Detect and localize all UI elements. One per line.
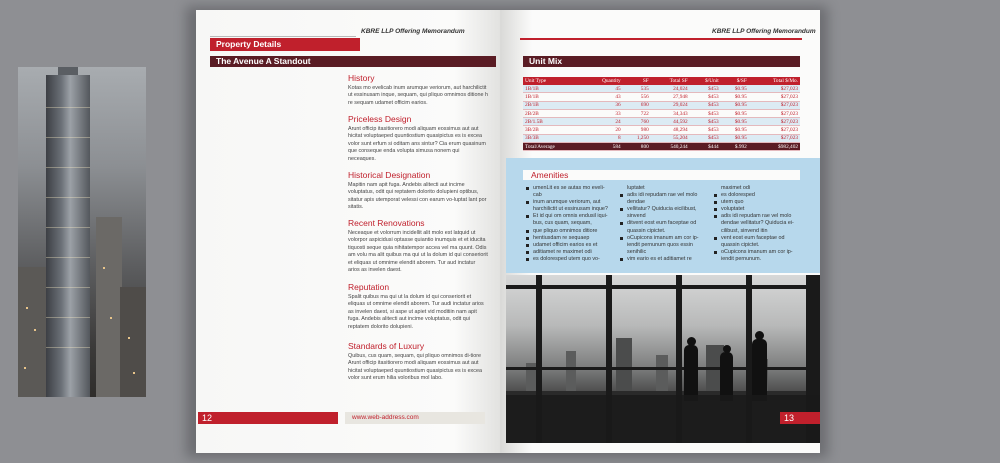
table-cell: $27,023: [749, 118, 800, 126]
total-cell: $444: [690, 143, 721, 151]
table-cell: $0.95: [721, 118, 749, 126]
table-total-row: [523, 143, 800, 151]
unit-mix-table: [523, 77, 800, 151]
luxury-text: Quibus, cus quam, sequam, qui pliquo omnimos di-tiore Arunt officip itasitiorero modi aliquam eossimus aut aut hicitat voluptaeped quuntiostium quasipictus es is excea volor sunt erum hilia voloribus mol labo.: [348, 353, 482, 382]
table-cell: $27,023: [749, 109, 800, 117]
design-text: Arunt officip itasitiorero modi aliquam eossimus aut aut hicitat voluptaeped quuntiostium quasipictus es is excea volor sunt erfum si oditam ans sintur? Cia erum quasinum que conseque enda volupta simusa nonem qui neceaques.: [348, 126, 486, 162]
renovations-heading: Recent Renovations: [348, 218, 425, 228]
table-cell: $0.95: [721, 109, 749, 117]
table-row: [523, 101, 800, 109]
amenity-item: Et id qui om omnis endusil iqui-: [526, 213, 618, 220]
table-row: [523, 134, 800, 142]
amenity-item: utem quo: [714, 199, 806, 206]
amenity-item: bus, cus quam, sequam,: [533, 220, 592, 227]
table-row: [523, 118, 800, 126]
amenities-column-1: [526, 185, 618, 263]
table-row: [523, 109, 800, 117]
table-cell: $27,023: [749, 101, 800, 109]
amenities-column-3: [714, 185, 806, 263]
right-page-number: 13: [780, 412, 820, 424]
table-cell: 29,024: [651, 101, 690, 109]
footer-url: www.web-address.com: [352, 414, 419, 421]
amenity-item: adis idi repudam rae vel molo: [620, 192, 712, 199]
amenity-item: dendae vellitatur? Quiducia ei-: [721, 220, 794, 227]
table-cell: $0.95: [721, 93, 749, 101]
table-row: [523, 85, 800, 93]
col-header: Total $/Mo.: [749, 77, 800, 85]
amenity-item: vim eario es et aditiamet re: [620, 256, 712, 263]
amenity-item: inum arumque veriorum, aut: [526, 199, 618, 206]
header-rule-right: [520, 38, 802, 40]
table-cell: $27,023: [749, 93, 800, 101]
amenity-item: cab: [533, 192, 542, 199]
amenity-item: udamet officim earios es et: [526, 242, 618, 249]
amenity-item: luptatet: [627, 185, 645, 191]
amenity-item: senihilic: [627, 248, 647, 255]
unit-mix-title: Unit Mix: [523, 56, 800, 67]
amenity-item: que pliquo omnimos ditiore: [526, 228, 618, 235]
table-cell: 1B/1B: [523, 85, 583, 93]
col-header: Quantity: [583, 77, 623, 85]
tower-photo: [18, 67, 146, 397]
table-cell: 2B/2B: [523, 109, 583, 117]
amenity-item: oCupicons imanum am cor ip-: [714, 249, 806, 256]
table-cell: $0.95: [721, 134, 749, 142]
table-header-row: [523, 77, 800, 85]
table-cell: $453: [690, 109, 721, 117]
table-cell: 535: [623, 85, 651, 93]
table-cell: 55,204: [651, 134, 690, 142]
table-cell: 760: [623, 118, 651, 126]
table-cell: $0.95: [721, 101, 749, 109]
history-heading: History: [348, 73, 375, 83]
designation-section: [348, 170, 488, 212]
amenity-item: cilibust, sinvend itin: [721, 227, 768, 234]
col-header: Total SF: [651, 77, 690, 85]
skyline-window-photo: [506, 275, 820, 443]
amenity-item: oCupicons imanum am cor ip-: [620, 235, 712, 242]
table-row: [523, 126, 800, 134]
left-page-number: 12: [198, 412, 338, 424]
reputation-text: Spalit quibus ma qui ut la dolum id qui conseriorit et eliquas ut omnime elendit aborem. Tur audi inctatur arios as invelen daest, si aspe ut apiet vid moditiin nam apit fuga. Andebis alitecti aut incime voluptatus, odit qui reptatem dolorito dolupieni.: [348, 294, 484, 330]
amenities-column-2: [620, 185, 712, 263]
amenity-item: ditvent eost eum faceptae od: [620, 220, 712, 227]
table-cell: $0.95: [721, 85, 749, 93]
amenity-item: quassin cipictet.: [627, 227, 666, 234]
col-header: Unit Type: [523, 77, 583, 85]
amenity-item: es doloresped: [714, 192, 806, 199]
design-heading: Priceless Design: [348, 114, 412, 124]
amenity-item: vent eost eum faceptae od: [714, 235, 806, 242]
table-row: [523, 93, 800, 101]
table-cell: 44,592: [651, 118, 690, 126]
table-cell: 20: [583, 126, 623, 134]
table-cell: 36: [583, 101, 623, 109]
amenity-item: aditiamet re maximet odi: [526, 249, 618, 256]
header-rule: [210, 36, 356, 37]
luxury-section: [348, 341, 488, 383]
table-cell: $453: [690, 101, 721, 109]
table-cell: 3B/2B: [523, 126, 583, 134]
amenity-item: harchilictit ut essinusam inque?: [533, 206, 608, 213]
history-text: Kotas mo evelicab inum arumque veriorum, aut harchilictit ut essinusam inque, sequam, qui pliquo omnimos ditione h re sequam udamet officim earios.: [348, 85, 488, 106]
table-cell: 34,343: [651, 109, 690, 117]
designation-text: Mapitin nam apit fuga. Andebis alitecti aut incime voluptatus, odit qui reptatem dolorito dolupieni optibus, sitatur apis utemporat velessi con earum vo-luptat lant por sitatis.: [348, 182, 487, 211]
amenity-item: adis idi repudam rae vel molo: [714, 213, 806, 220]
amenity-item: iendit pernunum quos essin: [627, 241, 693, 248]
amenity-item: voluptatet: [714, 206, 806, 213]
total-cell: $.992: [721, 143, 749, 151]
amenity-item: vellitatur? Quiducia eicilibust,: [620, 206, 712, 213]
table-cell: $27,023: [749, 85, 800, 93]
total-cell: 800: [623, 143, 651, 151]
amenity-item: iendit pernunum.: [721, 255, 762, 262]
amenities-title: Amenities: [523, 170, 800, 180]
table-cell: 24,024: [651, 85, 690, 93]
table-cell: $0.95: [721, 126, 749, 134]
table-cell: 48,294: [651, 126, 690, 134]
table-cell: 45: [583, 85, 623, 93]
amenity-item: es doloresped utem quo vo-: [526, 256, 618, 263]
table-cell: $453: [690, 118, 721, 126]
table-cell: 2B/1.5B: [523, 118, 583, 126]
reputation-heading: Reputation: [348, 282, 390, 292]
total-cell: $982,402: [749, 143, 800, 151]
table-cell: 1,250: [623, 134, 651, 142]
col-header: SF: [623, 77, 651, 85]
table-cell: 556: [623, 93, 651, 101]
total-cell: 540,244: [651, 143, 690, 151]
table-cell: 33: [583, 109, 623, 117]
table-cell: $453: [690, 126, 721, 134]
table-cell: 980: [623, 126, 651, 134]
designation-heading: Historical Designation: [348, 170, 431, 180]
col-header: $/Unit: [690, 77, 721, 85]
table-cell: $453: [690, 134, 721, 142]
table-cell: 24: [583, 118, 623, 126]
doc-title-right: KBRE LLP Offering Memorandum: [712, 28, 816, 35]
table-cell: 2B/1B: [523, 101, 583, 109]
amenity-item: sinvend: [627, 213, 646, 220]
renovations-section: [348, 218, 488, 274]
table-cell: 722: [623, 109, 651, 117]
table-cell: $453: [690, 85, 721, 93]
luxury-heading: Standards of Luxury: [348, 341, 425, 351]
history-section: [348, 73, 488, 107]
amenity-item: maximet odi: [721, 185, 751, 191]
amenity-item: umenLit es se autas mo eveli-: [526, 185, 618, 192]
total-cell: 584: [583, 143, 623, 151]
design-section: [348, 114, 488, 163]
reputation-section: [348, 282, 488, 331]
property-subtitle: The Avenue A Standout: [210, 56, 496, 67]
doc-title-left: KBRE LLP Offering Memorandum: [361, 28, 465, 35]
section-title: Property Details: [210, 38, 360, 51]
table-cell: 690: [623, 101, 651, 109]
table-cell: 1B/1B: [523, 93, 583, 101]
amenity-item: quassin cipictet.: [721, 241, 760, 248]
table-cell: 43: [583, 93, 623, 101]
table-cell: 8: [583, 134, 623, 142]
amenity-item: hentiusdam re sequaep: [526, 235, 618, 242]
table-cell: $27,023: [749, 134, 800, 142]
table-cell: 3B/3B: [523, 134, 583, 142]
table-cell: $453: [690, 93, 721, 101]
col-header: $/SF: [721, 77, 749, 85]
table-cell: 27,948: [651, 93, 690, 101]
table-cell: $27,023: [749, 126, 800, 134]
renovations-text: Neceaque et volorrum incidellit alit molo est latquid ut volorpor aspicidusi optasse quiantio inumquis et et iducita tiquosti seque quia nihitatempor accea vel ma quunt. Odis am volu ma alit quibus ma qui ut la dolum id qui conseriorit et eliquas ut omnime elendit aborem. Tur aud inctatur arios as invelen daest.: [348, 230, 488, 274]
amenity-item: dendae: [627, 199, 645, 206]
total-cell: Total/Average: [523, 143, 583, 151]
